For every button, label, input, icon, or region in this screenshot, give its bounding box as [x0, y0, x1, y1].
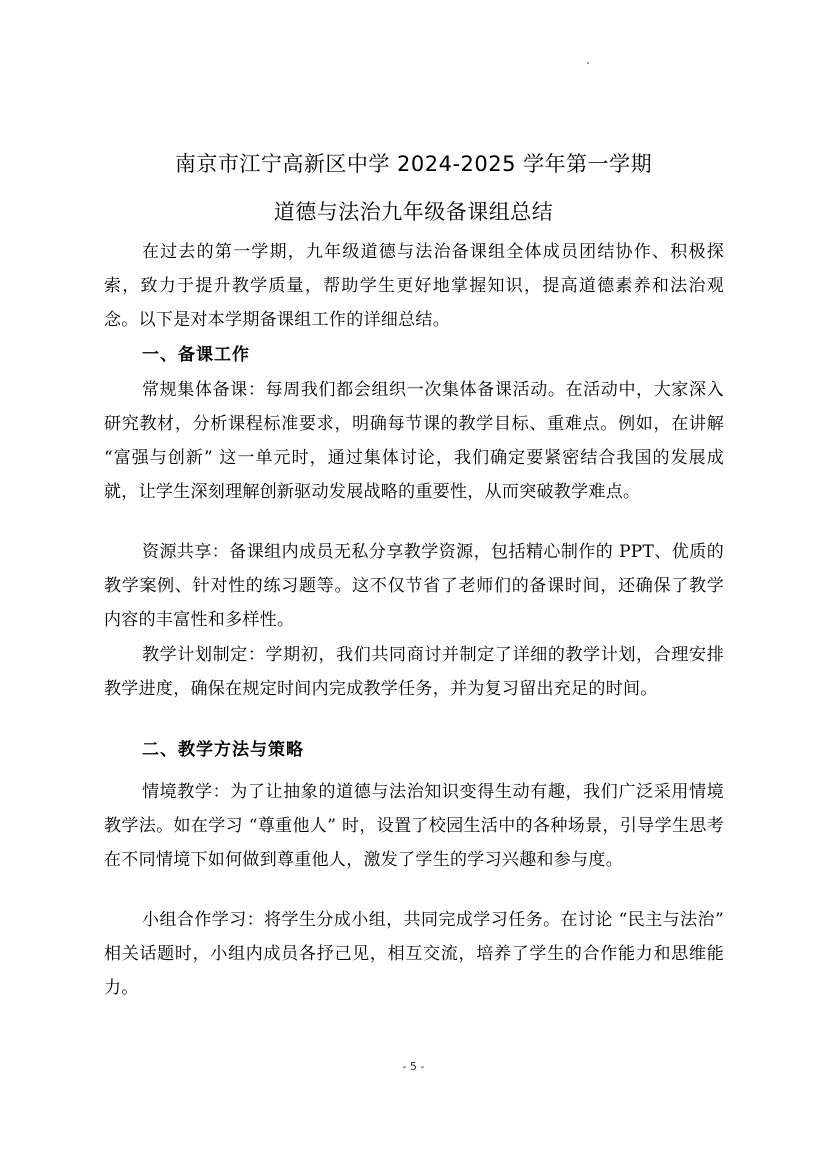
page-number: - 5 -: [402, 1060, 425, 1073]
scan-speck: [587, 62, 589, 64]
section1-paragraph2-block: [104, 535, 724, 637]
section2-paragraph: 小组合作学习：将学生分成小组，共同完成学习任务。在讨论 “民主与法治” 相关话题时，小组内成员各抒己见，相互交流，培养了学生的合作能力和思维能力。: [104, 910, 724, 998]
section2-paragraph1-block: [104, 775, 724, 877]
section2-heading-block: [104, 733, 724, 767]
document-title-line2: 道德与法治九年级备课组总结: [273, 200, 554, 224]
section1-paragraph1-block: [104, 373, 724, 509]
section1-paragraph3-block: [104, 638, 724, 706]
intro-paragraph-block: [104, 235, 724, 337]
section1-paragraph: 常规集体备课：每周我们都会组织一次集体备课活动。在活动中，大家深入研究教材，分析课程标准要求，明确每节课的教学目标、重难点。例如，在讲解 “富强与创新” 这一单元时，通过集体讨论，我们确定要紧密结合我国的发展成就，让学生深刻理解创新驱动发展战略的重要性，从而突破教学难点。: [104, 380, 724, 502]
intro-paragraph: 在过去的第一学期，九年级道德与法治备课组全体成员团结协作、积极探索，致力于提升教学质量，帮助学生更好地掌握知识，提高道德素养和法治观念。以下是对本学期备课组工作的详细总结。: [104, 242, 724, 330]
section1-heading-block: [104, 338, 724, 372]
section1-paragraph: 教学计划制定：学期初，我们共同商讨并制定了详细的教学计划，合理安排教学进度，确保在规定时间内完成教学任务，并为复习留出充足的时间。: [104, 645, 724, 699]
section2-heading: 二、教学方法与策略: [142, 740, 304, 760]
section1-heading: 一、备课工作: [142, 345, 250, 365]
section1-paragraph: 资源共享：备课组内成员无私分享教学资源，包括精心制作的 PPT、优质的教学案例、针对性的练习题等。这不仅节省了老师们的备课时间，还确保了教学内容的丰富性和多样性。: [104, 542, 724, 630]
section2-paragraph: 情境教学：为了让抽象的道德与法治知识变得生动有趣，我们广泛采用情境教学法。如在学习 “尊重他人” 时，设置了校园生活中的各种场景，引导学生思考在不同情境下如何做到尊重他人，激发了学生的学习兴趣和参与度。: [104, 782, 724, 870]
document-title-line1: 南京市江宁高新区中学 2024-2025 学年第一学期: [174, 152, 653, 176]
section2-paragraph2-block: [104, 903, 724, 1005]
